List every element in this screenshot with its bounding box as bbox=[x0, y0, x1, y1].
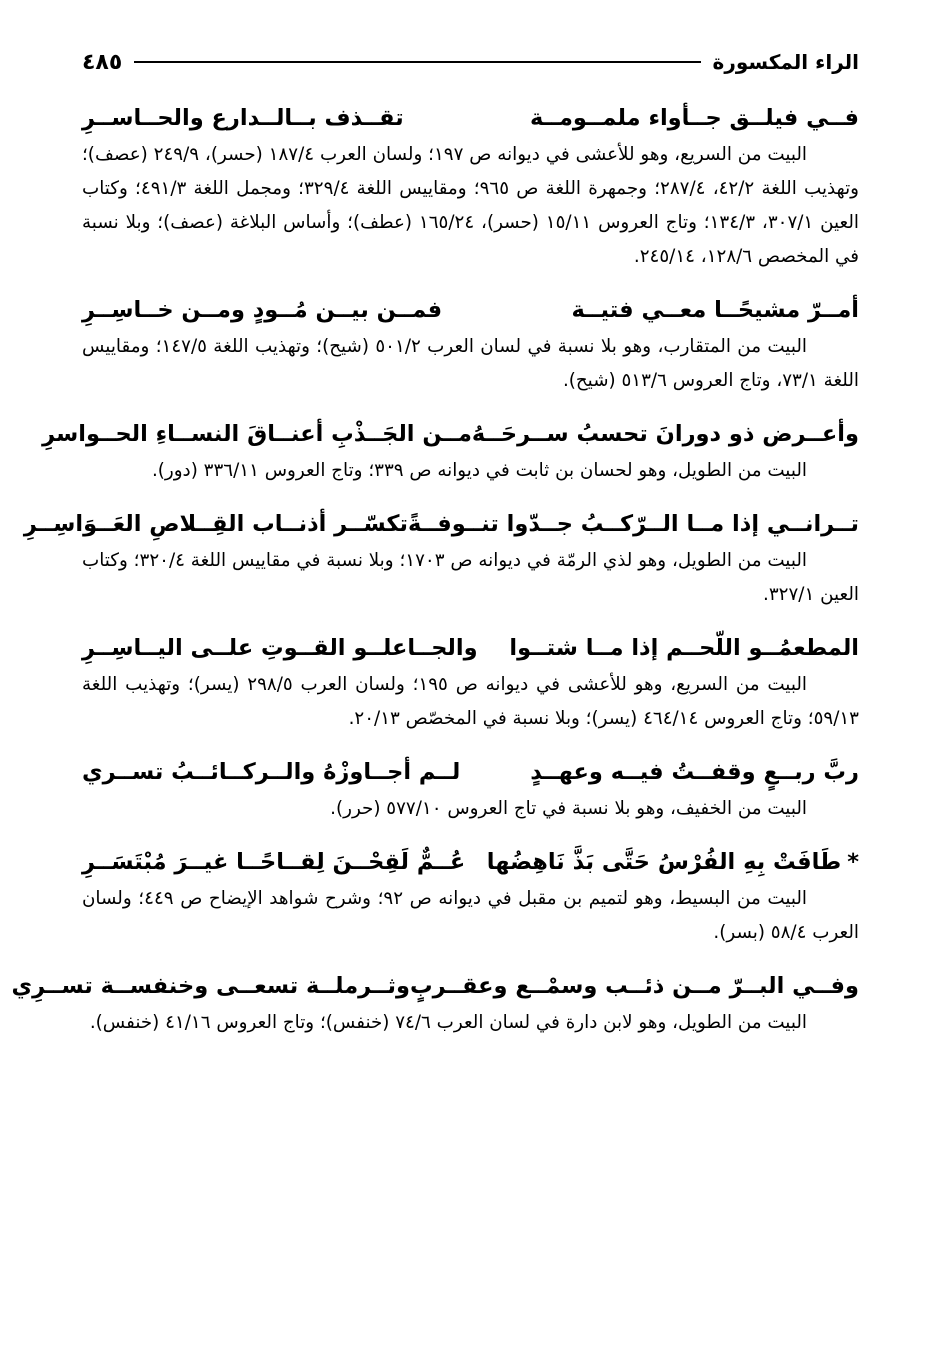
verse-second-hemistich: تقــذف بــالــدارع والحــاســرِ bbox=[82, 105, 404, 131]
source-note: البيت من الطويل، وهو لحسان بن ثابت في ديوانه ص ٣٣٩؛ وتاج العروس ٣٣٦/١١ (دور). bbox=[151, 460, 807, 481]
verse-line bbox=[82, 842, 859, 882]
verse-first-hemistich: فــي فيلــق جــأواء ملمــومــة bbox=[529, 105, 859, 131]
verse-line bbox=[82, 752, 859, 792]
verse-second-hemistich: والجــاعلــو القــوتِ علــى اليــاسِــرِ bbox=[82, 635, 478, 661]
verse-first-hemistich: المطعمُــو اللّحــم إذا مــا شتــوا bbox=[509, 635, 859, 661]
source-note: البيت من الخفيف، وهو بلا نسبة في تاج العروس ٥٧٧/١٠ (حرر). bbox=[330, 798, 807, 819]
source-note: البيت من الطويل، وهو لذي الرمّة في ديوانه ص ١٧٠٣؛ وبلا نسبة في مقاييس اللغة ٣٢٠/٤؛ وكتاب العين ٣٢٧/١. bbox=[82, 550, 859, 605]
verse-entry bbox=[11, 966, 859, 1040]
verse-line bbox=[11, 966, 859, 1006]
page-header bbox=[82, 42, 859, 82]
verse-second-hemistich: فمــن بيــن مُــودٍ ومــن خــاسِــرِ bbox=[82, 297, 443, 323]
verse-entry bbox=[82, 628, 859, 736]
source-note: البيت من الطويل، وهو لابن دارة في لسان العرب ٧٤/٦ (خنفس)؛ وتاج العروس ٤١/١٦ (خنفس). bbox=[89, 1012, 807, 1033]
verse-entry bbox=[82, 842, 859, 950]
verse-entry bbox=[82, 752, 859, 826]
verse-entry bbox=[82, 98, 859, 274]
verse-first-hemistich-text: طَافَتْ بِهِ الفُرْسُ حَتَّى بَذَّ نَاهِضُها bbox=[486, 849, 842, 875]
verse-first-hemistich bbox=[487, 842, 859, 882]
running-title: الراء المكسورة bbox=[712, 50, 859, 74]
asterisk-marker: * bbox=[847, 849, 859, 875]
verse-first-hemistich: ربَّ ربــعٍ وقفــتُ فيــه وعهــدٍ bbox=[530, 759, 859, 785]
verse-line bbox=[82, 98, 859, 138]
verse-first-hemistich: تــرانــي إذا مــا الــرّكــبُ جــدّوا تنــوفــةً bbox=[407, 511, 859, 537]
verse-second-hemistich: وثــرملــة تسعــى وخنفســة تســرِي bbox=[11, 973, 410, 999]
verse-line bbox=[42, 414, 859, 454]
verse-first-hemistich: وأعــرض ذو دورانَ تحسبُ ســرحَــهُ bbox=[471, 421, 859, 447]
verse-line bbox=[82, 628, 859, 668]
verse-second-hemistich: عُــمٌّ لَقِحْــنَ لِقــاحًــا غيــرَ مُبْتَسَــرِ bbox=[82, 849, 466, 875]
page-number: ٤٨٥ bbox=[82, 49, 123, 75]
source-note: البيت من المتقارب، وهو بلا نسبة في لسان العرب ٥٠١/٢ (شيح)؛ وتهذيب اللغة ١٤٧/٥؛ ومقاييس اللغة ٧٣/١، وتاج العروس ٥١٣/٦ (شيح). bbox=[82, 336, 859, 391]
source-note: البيت من البسيط، وهو لتميم بن مقبل في ديوانه ص ٩٢؛ وشرح شواهد الإيضاح ص ٤٤٩؛ ولسان العرب ٥٨/٤ (بسر). bbox=[82, 888, 859, 943]
verse-second-hemistich: لــم أجــاوزْهُ والــركــائــبُ تســري bbox=[82, 759, 461, 785]
verse-entry bbox=[82, 290, 859, 398]
verse-entry bbox=[23, 504, 859, 612]
header-rule bbox=[134, 61, 700, 63]
verse-second-hemistich: مــن الجَــذْبِ أعنــاقَ النســاءِ الحــواسرِ bbox=[42, 421, 472, 447]
verse-second-hemistich: تكسّــر أذنــاب القِــلاصِ العَــوَاسِــرِ bbox=[23, 511, 408, 537]
verse-entry bbox=[42, 414, 859, 488]
verse-first-hemistich: وفــي البــرّ مــن ذئــب وسمْــع وعقــربٍ bbox=[410, 973, 859, 999]
verse-line bbox=[23, 504, 859, 544]
source-note: البيت من السريع، وهو للأعشى في ديوانه ص ١٩٥؛ ولسان العرب ٢٩٨/٥ (يسر)؛ وتهذيب اللغة ٥٩/١٣؛ وتاج العروس ٤٦٤/١٤ (يسر)؛ وبلا نسبة في المخصّص ٢٠/١٣. bbox=[82, 674, 859, 729]
verse-first-hemistich: أمــرّ مشيحًــا معــي فتيــة bbox=[571, 297, 859, 323]
source-note: البيت من السريع، وهو للأعشى في ديوانه ص ١٩٧؛ ولسان العرب ١٨٧/٤ (حسر)، ٢٤٩/٩ (عصف)؛ وتهذيب اللغة ٤٢/٢، ٢٨٧/٤؛ وجمهرة اللغة ص ٩٦٥؛ ومقاييس اللغة ٣٢٩/٤؛ ومجمل اللغة ٤٩١/٣؛ وكتاب العين ٣٠٧/١، ١٣٤/٣؛ وتاج العروس ١٥/١١ (حسر)، ١٦٥/٢٤ (عطف)؛ وأساس البلاغة (عصف)؛ وبلا نسبة في المخصص ١٢٨/٦، ٢٤٥/١٤. bbox=[82, 144, 860, 267]
verse-line bbox=[82, 290, 859, 330]
